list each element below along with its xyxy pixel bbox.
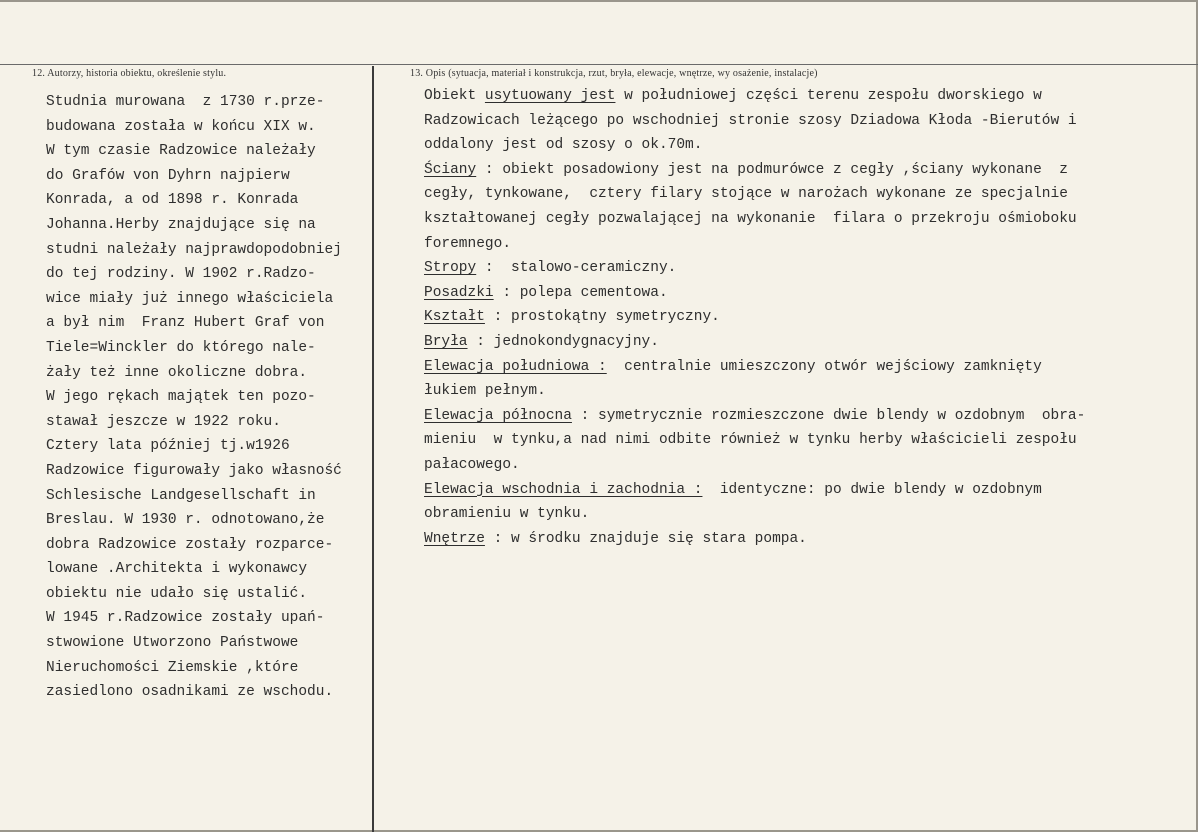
history-line: wice miały już innego właściciela: [46, 290, 334, 307]
description-text-run: : obiekt posadowiony jest na podmurówce z cegły ,ściany wykonane z: [476, 161, 1068, 178]
description-text-run: obramieniu w tynku.: [424, 506, 590, 523]
description-line: [424, 428, 1184, 453]
description-text-run: : prostokątny symetryczny.: [484, 309, 720, 326]
history-line: a był nim Franz Hubert Graf von: [46, 315, 325, 332]
history-line: Cztery lata później tj.w1926: [46, 438, 290, 455]
description-line: [424, 109, 1184, 134]
column-divider: [372, 66, 374, 832]
description-line: [424, 330, 1184, 355]
section-label: usytuowany jest: [484, 88, 616, 104]
description-line: [424, 256, 1184, 281]
history-line: W jego rękach majątek ten pozo-: [46, 389, 316, 406]
description-line: [424, 133, 1184, 158]
section-label: Stropy: [424, 260, 477, 277]
history-line: lowane .Architekta i wykonawcy: [46, 561, 308, 578]
history-line: Schlesische Landgesellschaft in: [46, 487, 316, 504]
history-line: do Grafów von Dyhrn najpierw: [46, 167, 290, 184]
description-line: [424, 207, 1184, 232]
history-line: W tym czasie Radzowice należały: [46, 143, 316, 160]
description-line: [424, 379, 1184, 404]
section-label: Ściany: [424, 161, 477, 178]
description-text-run: centralnie umieszczony otwór wejściowy zamknięty: [606, 358, 1042, 375]
description-text: [424, 84, 1184, 551]
description-text-run: identyczne: po dwie blendy w ozdobnym: [702, 481, 1042, 498]
history-line: obiektu nie udało się ustalić.: [46, 585, 308, 602]
history-line: W 1945 r.Radzowice zostały upań-: [46, 610, 325, 627]
history-text: [46, 90, 371, 705]
section-label: Elewacja północna: [424, 407, 572, 424]
history-line: Konrada, a od 1898 r. Konrada: [46, 192, 299, 209]
description-line: [424, 404, 1184, 429]
description-text-run: pałacowego.: [424, 456, 520, 473]
description-line: [424, 527, 1184, 552]
section-12-heading: 12. Autorzy, historia obiektu, określenie stylu.: [32, 68, 227, 79]
section-label: Wnętrze: [424, 530, 485, 547]
description-text-run: Obiekt: [424, 88, 485, 104]
section-label: Kształt: [424, 309, 485, 326]
history-line: budowana została w końcu XIX w.: [46, 118, 316, 135]
description-text-run: łukiem pełnym.: [424, 383, 546, 400]
header-rule: [0, 64, 1198, 65]
description-line: [424, 478, 1184, 503]
description-text-run: : symetrycznie rozmieszczone dwie blendy w ozdobnym obra-: [571, 407, 1086, 424]
section-label: Elewacja wschodnia i zachodnia :: [424, 481, 703, 498]
description-text-run: : polepa cementowa.: [493, 284, 668, 301]
history-line: Nieruchomości Ziemskie ,które: [46, 659, 299, 676]
description-text-run: : w środku znajduje się stara pompa.: [484, 530, 807, 547]
description-line: [424, 502, 1184, 527]
history-line: studni należały najprawdopodobniej: [46, 241, 342, 258]
description-text-run: w południowej części terenu zespołu dworskiego w: [615, 88, 1042, 104]
description-line: [424, 305, 1184, 330]
history-line: Tiele=Winckler do którego nale-: [46, 339, 316, 356]
history-line: zasiedlono osadnikami ze wschodu.: [46, 684, 334, 701]
history-line: żały też inne okoliczne dobra.: [46, 364, 308, 381]
description-text-run: mieniu w tynku,a nad nimi odbite również w tynku herby właścicieli zespołu: [424, 432, 1077, 449]
description-line: [424, 158, 1184, 183]
description-text-run: kształtowanej cegły pozwalającej na wykonanie filara o przekroju ośmioboku: [424, 210, 1077, 227]
description-line: [424, 355, 1184, 380]
history-line: Breslau. W 1930 r. odnotowano,że: [46, 512, 325, 529]
section-label: Bryła: [424, 333, 468, 350]
description-line: [424, 182, 1184, 207]
description-text-run: Radzowicach leżącego po wschodniej stronie szosy Dziadowa Kłoda -Bierutów i: [424, 112, 1077, 129]
history-line: Studnia murowana z 1730 r.prze-: [46, 94, 325, 110]
section-13-heading: 13. Opis (sytuacja, materiał i konstrukcja, rzut, bryła, elewacje, wnętrze, wy osażenie, instalacje): [410, 68, 818, 79]
description-text-run: : stalowo-ceramiczny.: [476, 260, 677, 277]
description-line: [424, 232, 1184, 257]
description-text-run: foremnego.: [424, 235, 512, 252]
history-line: stwowione Utworzono Państwowe: [46, 635, 299, 652]
history-line: dobra Radzowice zostały rozparce-: [46, 536, 334, 553]
description-text-run: cegły, tynkowane, cztery filary stojące w narożach wykonane ze specjalnie: [424, 186, 1068, 203]
section-label: Elewacja południowa :: [424, 358, 607, 375]
description-line: [424, 281, 1184, 306]
description-text-run: oddalony jest od szosy o ok.70m.: [424, 137, 703, 154]
history-line: Johanna.Herby znajdujące się na: [46, 216, 316, 233]
description-line: [424, 453, 1184, 478]
top-edge: [0, 0, 1198, 2]
history-line: stawał jeszcze w 1922 roku.: [46, 413, 281, 430]
history-line: Radzowice figurowały jako własność: [46, 462, 342, 479]
history-line: do tej rodziny. W 1902 r.Radzo-: [46, 266, 316, 283]
description-line: [424, 84, 1184, 109]
section-label: Posadzki: [424, 284, 494, 301]
description-text-run: : jednokondygnacyjny.: [467, 333, 659, 350]
